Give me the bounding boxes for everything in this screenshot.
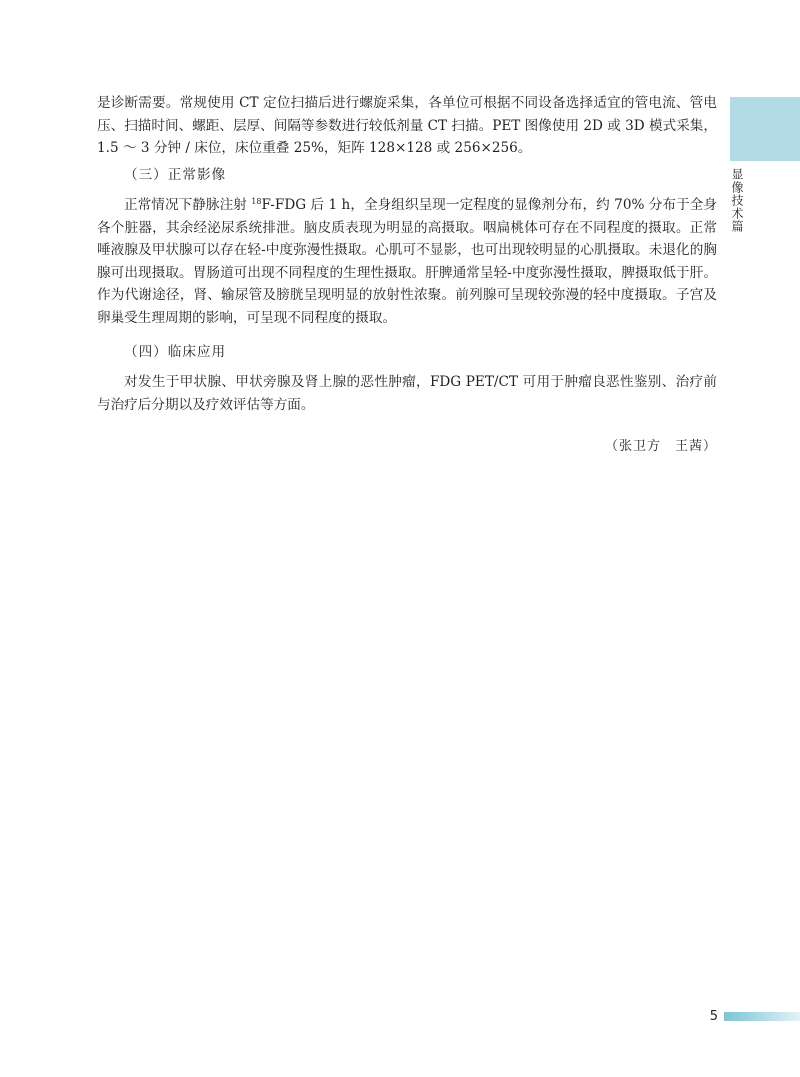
- intro-paragraph: 是诊断需要。常规使用 CT 定位扫描后进行螺旋采集，各单位可根据不同设备选择适宜的管电流、管电压、扫描时间、螺距、层厚、间隔等参数进行较低剂量 CT 扫描。PET 图像使用 2D 或 3D 模式采集，1.5 ～ 3 分钟 / 床位，床位重叠 25%，矩阵 128×128 或 256×256。: [97, 95, 717, 156]
- section4-paragraph: 对发生于甲状腺、甲状旁腺及肾上腺的恶性肿瘤，FDG PET/CT 可用于肿瘤良恶性鉴别、治疗前与治疗后分期以及疗效评估等方面。: [97, 374, 717, 413]
- section3-text-after-sup: F-FDG 后 1 h，全身组织呈现一定程度的显像剂分布，约 70% 分布于全身各个脏器，其余经泌尿系统排泄。脑皮质表现为明显的高摄取。咽扁桃体可存在不同程度的摄取。正常唾液腺及甲状腺可以存在轻-中度弥漫性摄取。心肌可不显影，也可出现较明显的心肌摄取。未退化的胸腺可出现摄取。胃肠道可出现不同程度的生理性摄取。肝脾通常呈轻-中度弥漫性摄取，脾摄取低于肝。作为代谢途径，肾、输尿管及膀胱呈现明显的放射性浓聚。前列腺可呈现较弥漫的轻中度摄取。子宫及卵巢受生理周期的影响，可呈现不同程度的摄取。: [97, 197, 717, 326]
- intro-section: [97, 92, 717, 160]
- section4-heading: （四）临床应用: [124, 344, 227, 360]
- page-number: 5: [709, 1009, 718, 1024]
- section3-body: [97, 194, 717, 329]
- isotope-superscript: 18: [251, 197, 262, 206]
- section3-paragraph: [97, 194, 717, 329]
- section3-heading: （三）正常影像: [124, 167, 227, 183]
- section3-text-before-sup: 正常情况下静脉注射: [124, 197, 252, 213]
- page-number-bar: [724, 1012, 800, 1021]
- section-normal-imaging: [97, 164, 717, 186]
- chapter-side-tab: [730, 97, 800, 161]
- chapter-side-label: 显像技术篇: [730, 168, 744, 233]
- section-clinical-application: [97, 341, 717, 363]
- section4-body: [97, 371, 717, 416]
- authors-credit: （张卫方 王茜）: [604, 439, 717, 454]
